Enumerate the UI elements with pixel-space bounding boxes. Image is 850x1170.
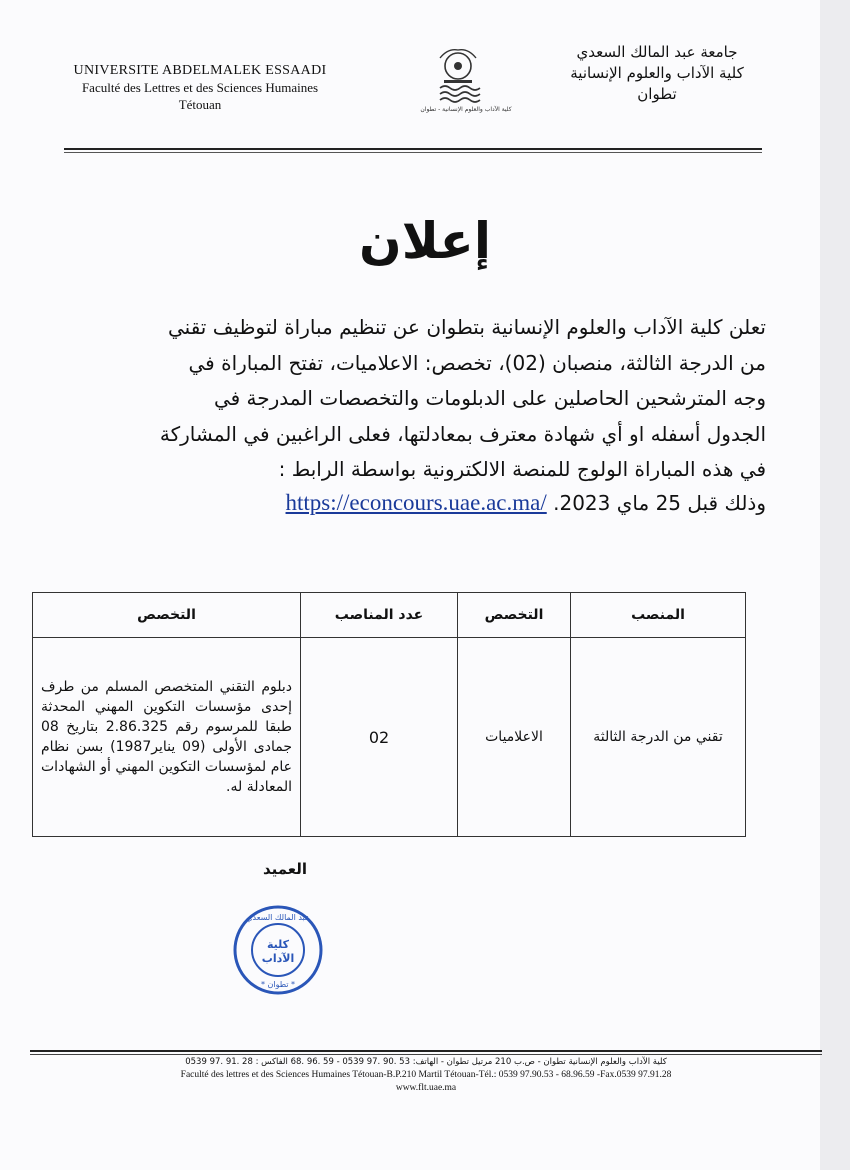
official-stamp: [232, 904, 324, 996]
table-row: [33, 638, 746, 837]
ar-city: تطوان: [637, 85, 677, 103]
faculty-logo: [418, 44, 518, 124]
cell-position: تقني من الدرجة الثالثة: [571, 638, 746, 837]
positions-table: [32, 592, 746, 837]
footer-french: Faculté des lettres et des Sciences Humaines Tétouan-B.P.210 Martil Tétouan-Tél.: 0539 97.90.53 - 68.96.59 -Fax.0539 97.91.28: [180, 1070, 672, 1080]
svg-text:عبد المالك السعدي: عبد المالك السعدي: [246, 913, 310, 922]
cell-count: 02: [301, 638, 458, 837]
dean-label: العميد: [262, 860, 308, 878]
header-divider-thin: [64, 152, 762, 153]
deadline-text: وذلك قبل 25 ماي 2023.: [553, 491, 766, 515]
announcement-line: الجدول أسفله او أي شهادة معترف بمعادلتها، فعلى الراغبين في المشاركة: [159, 421, 766, 446]
svg-text:* تطوان *: * تطوان *: [260, 980, 296, 989]
fr-city: Tétouan: [178, 97, 222, 112]
announcement-body: [66, 310, 766, 488]
announcement-line: تعلن كلية الآداب والعلوم الإنسانية بتطوان عن تنظيم مباراة لتوظيف تقني: [167, 315, 766, 339]
footer-arabic: كلية الآداب والعلوم الإنسانية تطوان - ص.ب 210 مرتيل تطوان - الهاتف: 53 .90 .97 0539 - 59 .96 .68 الفاكس : 28 .91 .97 0539: [185, 1057, 667, 1067]
header-arabic: [542, 42, 772, 105]
ar-university: جامعة عبد المالك السعدي: [576, 43, 738, 61]
svg-text:كلية: كلية: [266, 938, 290, 951]
logo-caption: كلية الآداب والعلوم الإنسانية - تطوان: [420, 106, 512, 113]
fr-faculty: Faculté des Lettres et des Sciences Humaines: [81, 80, 319, 95]
cell-specialty: الاعلاميات: [458, 638, 571, 837]
fr-university: UNIVERSITE ABDELMALEK ESSAADI: [73, 63, 327, 78]
page-title: إعلان: [359, 212, 491, 270]
footer-divider-thin: [30, 1054, 822, 1055]
col-position: المنصب: [571, 593, 746, 638]
svg-text:الآداب: الآداب: [261, 952, 295, 965]
stamp-icon: [232, 904, 324, 996]
col-specialty: التخصص: [458, 593, 571, 638]
announcement-line: في هذه المباراة الولوج للمنصة الالكترونية بواسطة الرابط :: [278, 457, 766, 481]
ar-faculty: كلية الآداب والعلوم الإنسانية: [570, 64, 744, 82]
footer-website: www.flt.uae.ma: [395, 1083, 457, 1093]
table-header-row: [33, 593, 746, 638]
announcement-line: وجه المترشحين الحاصلين على الدبلومات والتخصصات المدرجة في: [213, 386, 766, 410]
col-count: عدد المناصب: [301, 593, 458, 638]
footer: [30, 1056, 822, 1095]
col-diploma: التخصص: [33, 593, 301, 638]
header-divider: [64, 148, 762, 150]
page-edge: [820, 0, 850, 1170]
cell-diploma: دبلوم التقني المتخصص المسلم من طرف إحدى مؤسسات التكوين المهني المحدثة طبقا للمرسوم رقم 2.86.325 بتاريخ 08 جمادى الأولى (09 يناير1987) بسن نظام عام لمؤسسات التكوين المهني أو الشهادات المعادلة له.: [33, 638, 301, 837]
footer-divider: [30, 1050, 822, 1052]
header-french: [30, 62, 370, 113]
announcement-deadline-line: [66, 490, 766, 516]
application-link[interactable]: https://econcours.uae.ac.ma/: [285, 490, 547, 515]
announcement-line: من الدرجة الثالثة، منصبان (02)، تخصص: الاعلاميات، تفتح المباراة في: [188, 350, 766, 375]
